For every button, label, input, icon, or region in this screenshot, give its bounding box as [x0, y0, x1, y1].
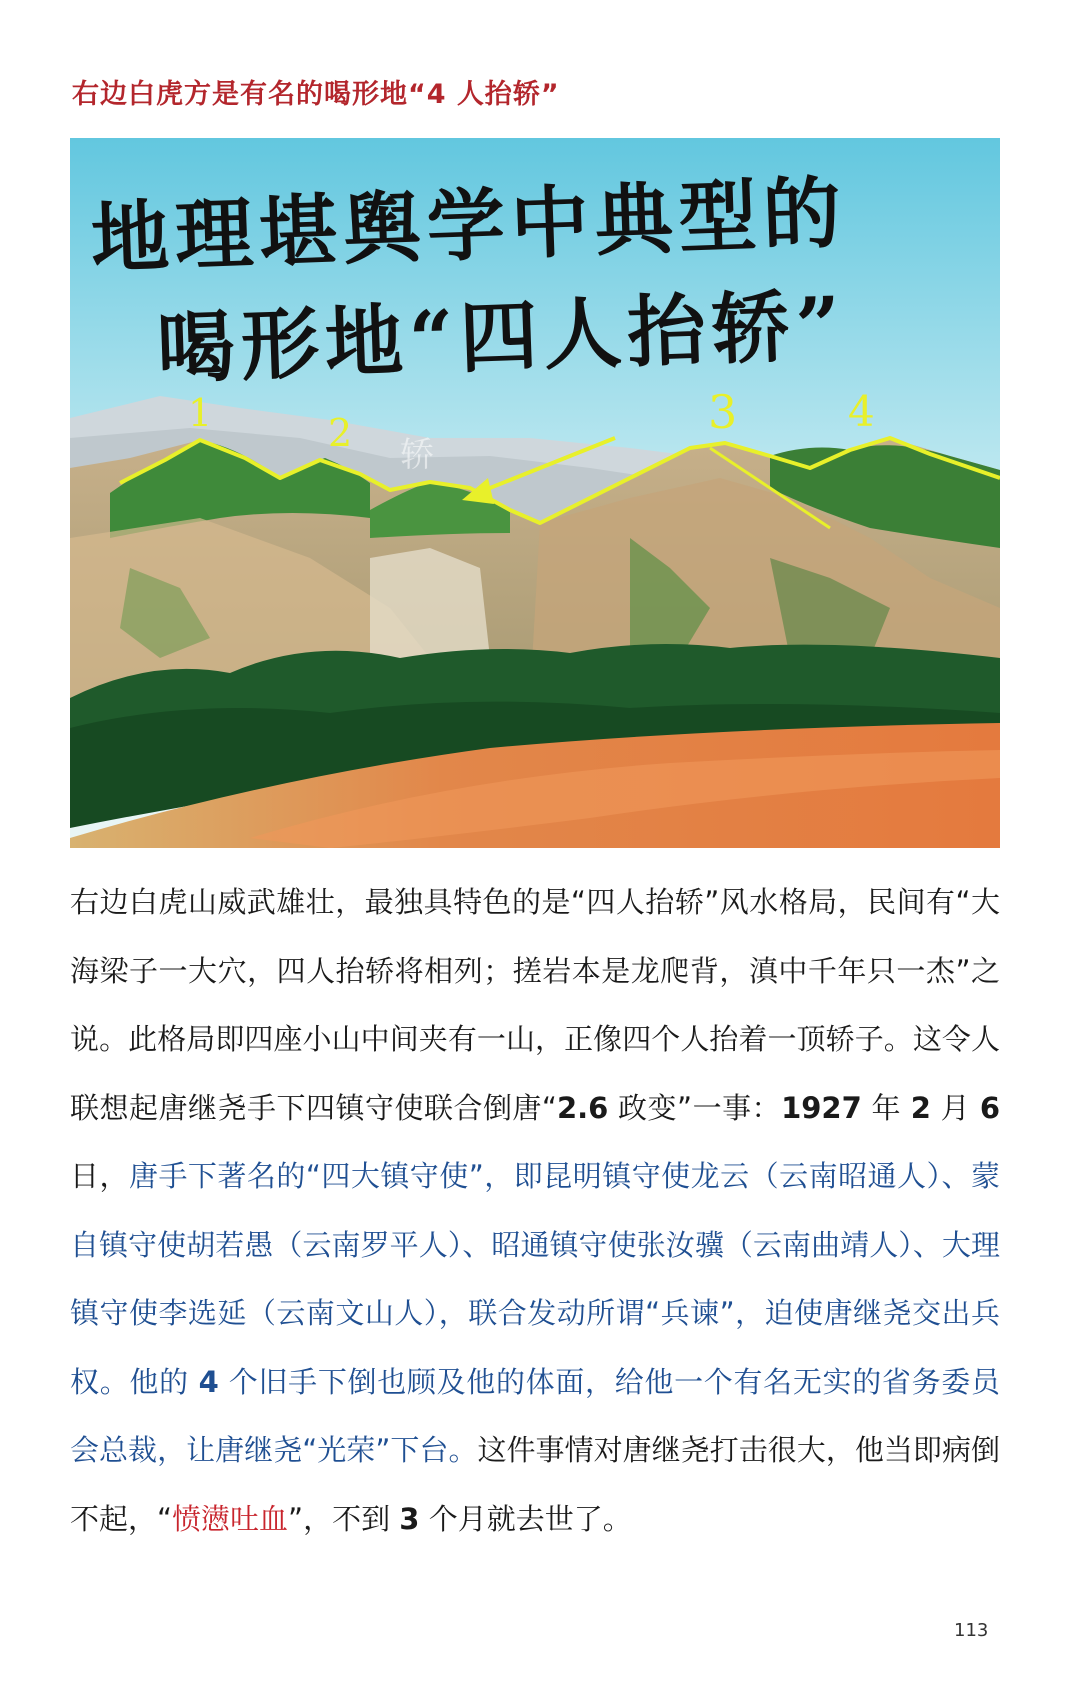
caption-title: 右边白虎方是有名的喝形地“4 人抬轿” — [72, 79, 560, 110]
mountain-photo — [70, 138, 1000, 848]
peak-label-3: 3 — [708, 385, 738, 439]
text-segment: 右边白虎山威武雄壮，最独具特色的是“四人抬轿”风水格局，民间有“大海梁子一大穴，四人抬轿将相列；搓岩本是龙爬背，滇中千年只一杰”之说。此格局即四座小山中间夹有一山，正像四个人抬着一顶轿子。这令人联想起唐继尧手下四镇守使联合倒唐“ — [70, 885, 1000, 1125]
text-number: 2.6 — [556, 1090, 609, 1125]
peak-label-1: 1 — [188, 391, 213, 435]
text-segment: 个月就去世了。 — [419, 1501, 632, 1536]
highlight-blue-number: 4 — [198, 1364, 219, 1399]
highlight-blue-text: 个旧手下倒也顾及他的体面，给他一个有名无实的省务委员会总裁，让唐继尧“光荣”下台。 — [70, 1364, 1000, 1467]
page-number: 113 — [954, 1620, 989, 1641]
text-segment: 日， — [70, 1159, 129, 1193]
handwriting-line-2: 喝形地“四人抬轿” — [155, 279, 848, 395]
peak-label-2: 2 — [328, 411, 353, 455]
mountain-illustration — [70, 138, 1000, 848]
text-number: 3 — [399, 1501, 420, 1536]
highlight-red-text: 愤懑吐血 — [172, 1501, 289, 1536]
text-segment: ”，不到 — [288, 1501, 400, 1536]
text-segment: 年 — [861, 1090, 911, 1125]
text-segment: 月 — [930, 1090, 980, 1125]
text-year: 1927 — [781, 1090, 862, 1125]
handwriting-line-1: 地理堪舆学中典型的 — [89, 167, 849, 285]
highlight-blue-text: 唐手下著名的“四大镇守使”，即昆明镇守使龙云（云南昭通人）、蒙自镇守使胡若愚（云南罗平人）、昭通镇守使张汝骥（云南曲靖人）、大理镇守使李选延（云南文山人），联合发动所谓“兵谏”，迫使唐继尧交出兵权。他的 — [70, 1159, 1000, 1399]
text-segment: 这件事情对唐继尧打击很大，他当即病倒不起，“ — [70, 1433, 1000, 1536]
text-number: 2 — [910, 1090, 931, 1125]
watermark-text: 轿 — [400, 435, 434, 475]
body-paragraph — [70, 868, 1000, 1553]
body-text — [70, 868, 1000, 1553]
peak-label-4: 4 — [848, 387, 875, 436]
text-number: 6 — [979, 1090, 1001, 1125]
text-segment: 政变”一事： — [608, 1090, 782, 1125]
